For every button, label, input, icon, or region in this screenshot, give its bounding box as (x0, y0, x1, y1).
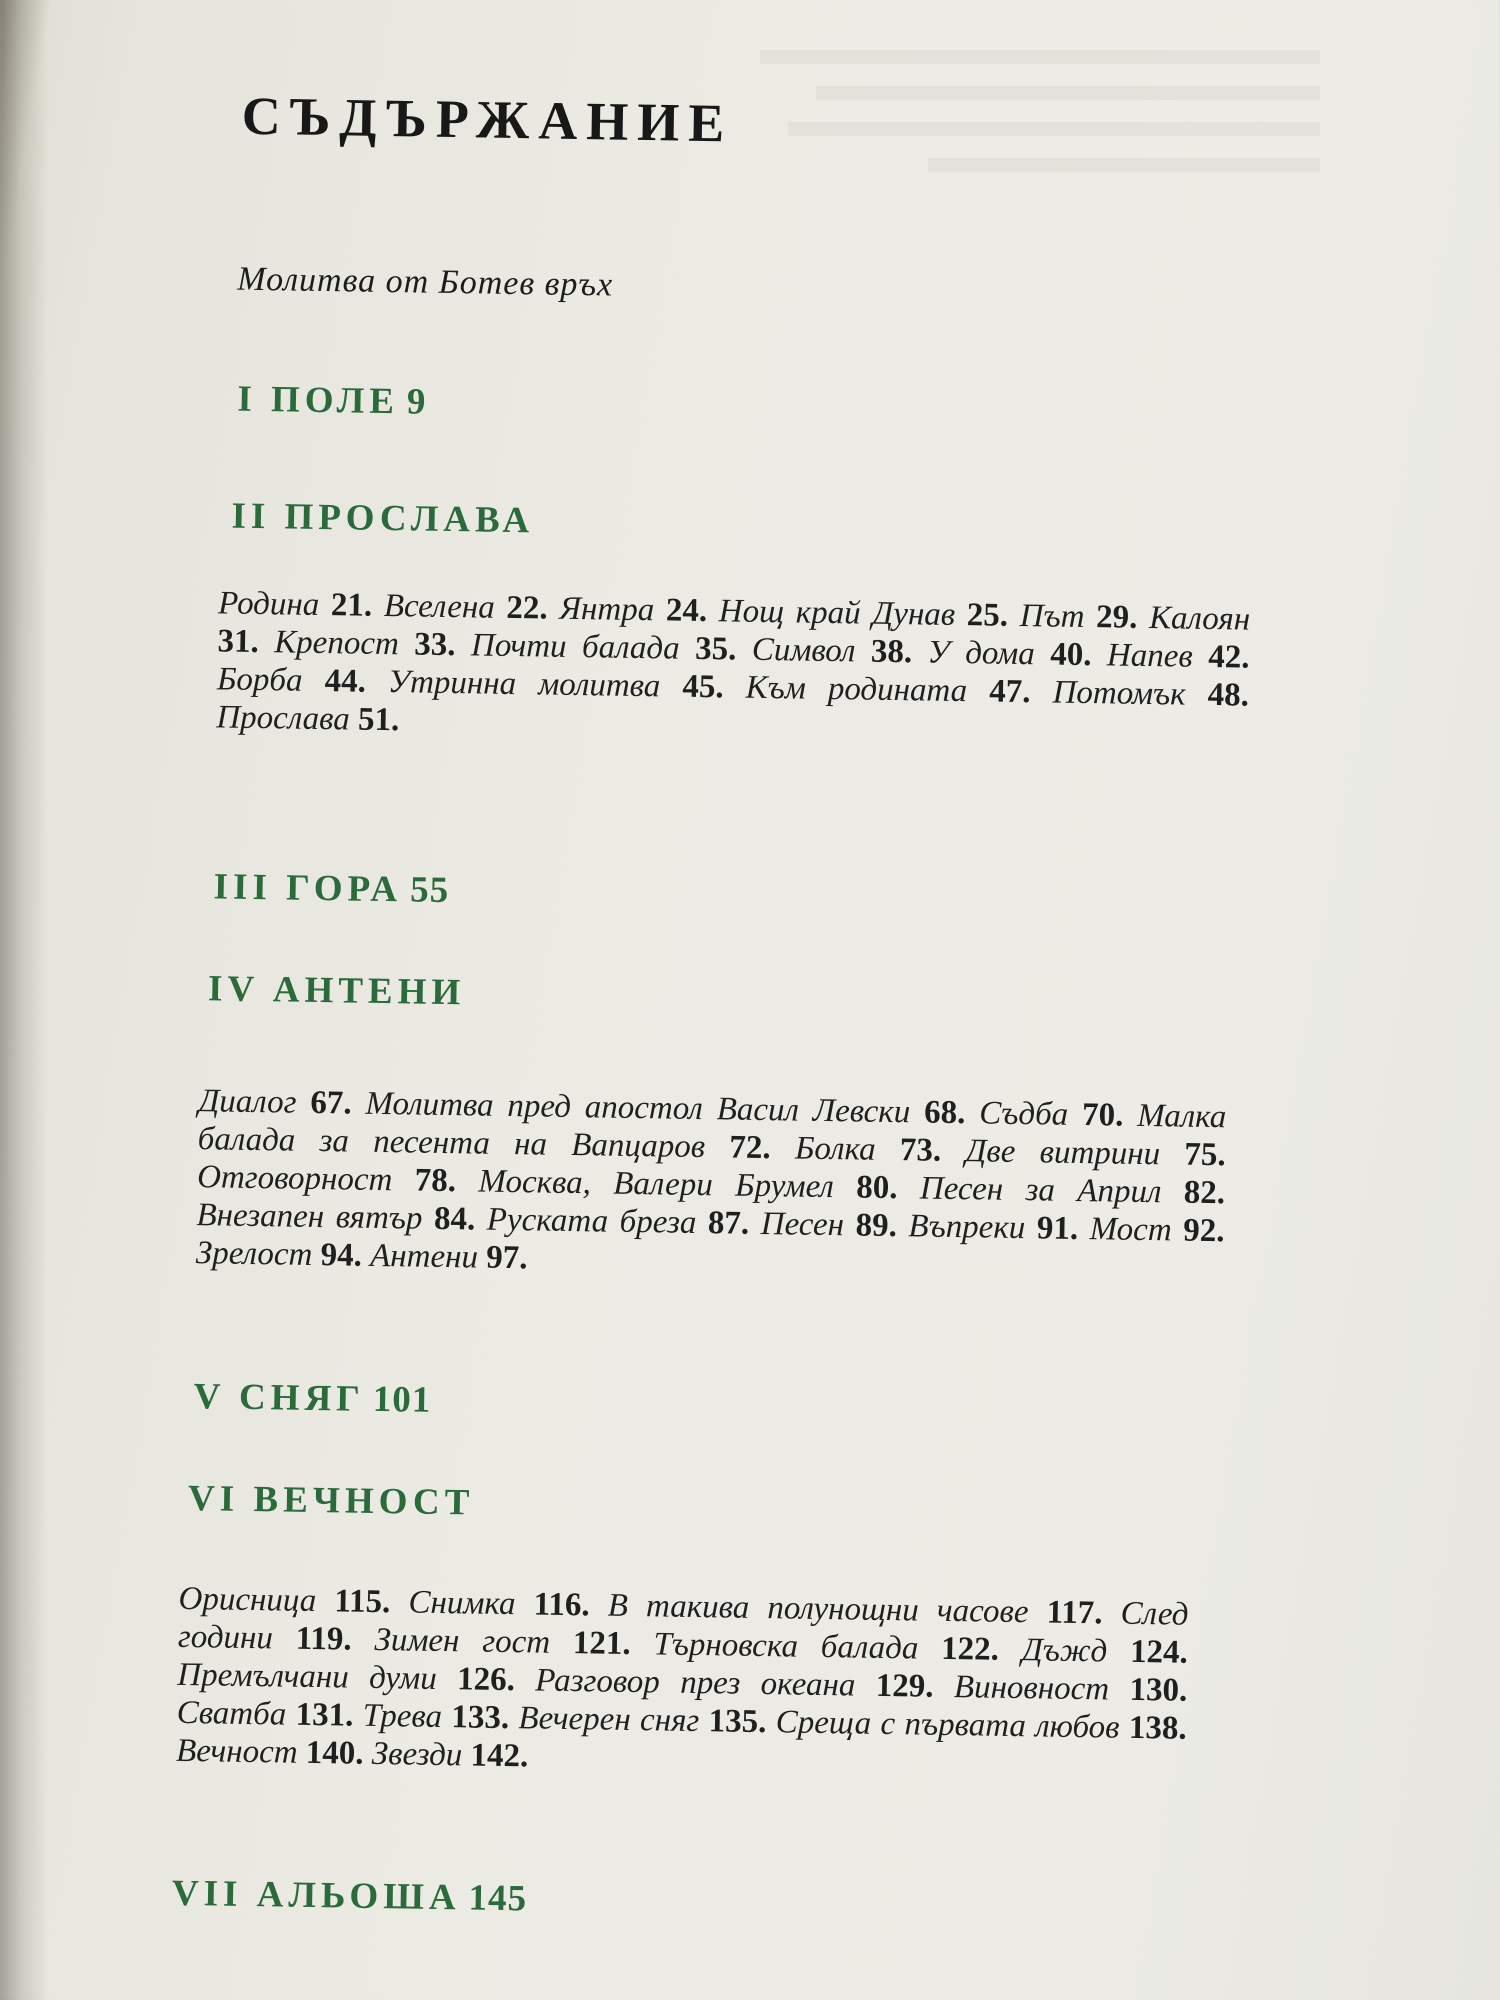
toc-entry-title: Родина (217, 585, 320, 623)
toc-entry-title: Болка (794, 1130, 876, 1168)
toc-entry (607, 1588, 1102, 1632)
toc-entry (384, 588, 548, 627)
toc-entry (274, 624, 456, 663)
section-heading-3 (213, 865, 449, 912)
toc-entry-title: Мост (1089, 1211, 1172, 1249)
toc-entry-page: 116. (533, 1586, 590, 1624)
toc-entry-title: Янтра (559, 590, 655, 629)
toc-entry-page: 87. (707, 1205, 750, 1242)
toc-entry (1107, 637, 1250, 675)
toc-entry-title: Дъжд (1021, 1632, 1108, 1670)
toc-entry (196, 1197, 475, 1237)
toc-entry-page: 75. (1184, 1136, 1226, 1174)
toc-entry-title: Към родината (745, 669, 968, 710)
toc-entry-title: Премълчани думи (177, 1656, 438, 1697)
toc-entry (760, 1206, 897, 1244)
toc-entry (372, 1736, 529, 1774)
toc-entry-page: 72. (729, 1129, 771, 1167)
toc-entry-page: 142. (470, 1737, 529, 1775)
toc-entry (176, 1733, 364, 1772)
toc-entry-page: 21. (330, 587, 373, 624)
section-heading-label: II ПРОСЛАВА (231, 495, 535, 542)
section-heading-label: III ГОРА (213, 866, 403, 911)
toc-entry-page: 84. (433, 1200, 476, 1238)
toc-entry-page: 22. (506, 589, 548, 627)
toc-entry-title: Москва, Валери Брумел (478, 1163, 835, 1206)
section-page-number: 145 (468, 1877, 528, 1920)
toc-entry-page: 89. (855, 1207, 898, 1245)
section-heading-label: VII АЛЬОША (171, 1872, 461, 1919)
toc-entry-title: Почти балада (470, 627, 680, 667)
toc-entry-page: 40. (1049, 636, 1092, 674)
toc-entry-title: Зрелост (195, 1235, 313, 1273)
toc-entry-page: 38. (870, 633, 913, 671)
toc-entry (775, 1704, 1186, 1746)
toc-entry-page: 45. (682, 668, 724, 706)
toc-entry-page: 44. (324, 663, 367, 700)
toc-entry-page: 126. (456, 1661, 516, 1699)
toc-entry-title: Песен (760, 1205, 845, 1244)
toc-entry (478, 1164, 898, 1207)
section-heading-7 (172, 1872, 528, 1921)
section-heading-label: V СНЯГ (193, 1376, 366, 1420)
toc-entry-title: Търновска балада (653, 1626, 919, 1667)
toc-entry-page: 115. (334, 1583, 391, 1621)
toc-entry-page: 121. (572, 1625, 631, 1662)
section-entries-6 (176, 1580, 1189, 1786)
toc-entry-title: Вечерен сняг (518, 1700, 700, 1740)
toc-entry-page: 47. (989, 673, 1031, 711)
toc-entry (979, 1095, 1124, 1133)
section-heading-6 (188, 1477, 475, 1524)
toc-entry-page: 129. (875, 1667, 934, 1705)
toc-entry-page: 29. (1095, 599, 1138, 636)
section-heading-label: IV АНТЕНИ (207, 968, 466, 1014)
toc-entry-title: У дома (927, 634, 1036, 673)
toc-entry (198, 1083, 352, 1121)
toc-entry (908, 1208, 1078, 1247)
toc-entry-page: 133. (451, 1699, 510, 1737)
toc-entry (197, 1159, 456, 1199)
toc-entry-title: Вечност (175, 1732, 298, 1771)
toc-entry (408, 1584, 590, 1623)
toc-entry (1021, 1632, 1188, 1671)
section-heading-label: I ПОЛЕ (237, 378, 400, 423)
section-entries-2 (216, 584, 1250, 752)
section-heading-label: VI ВЕЧНОСТ (187, 1478, 475, 1524)
toc-entry (653, 1626, 999, 1667)
section-heading-4 (208, 967, 466, 1014)
section-page-number: 55 (409, 869, 450, 912)
toc-entry-title: Антени (369, 1237, 479, 1276)
toc-entry-title: Вселена (383, 587, 496, 626)
toc-entry-title: Символ (751, 631, 856, 670)
toc-entry-title: Отговорност (196, 1159, 393, 1199)
section-heading-1 (237, 378, 427, 424)
toc-entry-title: Трева (362, 1697, 443, 1736)
toc-entry (1019, 598, 1137, 636)
toc-entry (196, 1235, 362, 1274)
toc-entry-page: 122. (940, 1630, 1000, 1668)
toc-entry-page: 138. (1128, 1709, 1187, 1747)
toc-entry (1052, 675, 1249, 714)
toc-entry-title: Съдба (979, 1095, 1069, 1133)
toc-entry-title: Напев (1106, 637, 1194, 675)
toc-entry-title: Орисница (178, 1580, 317, 1620)
toc-entry-page: 135. (708, 1703, 767, 1741)
toc-entry-title: Звезди (371, 1735, 463, 1774)
toc-entry-page: 51. (357, 701, 400, 739)
toc-entry-page: 91. (1036, 1210, 1079, 1247)
toc-entry-page: 119. (295, 1620, 352, 1658)
toc-entry-page: 31. (217, 623, 260, 661)
toc-entry (1089, 1211, 1224, 1249)
toc-entry-title: Калоян (1148, 600, 1251, 638)
toc-entry (752, 632, 913, 671)
toc-entry-page: 82. (1183, 1174, 1226, 1212)
toc-entry (176, 1695, 353, 1734)
toc-entry (178, 1581, 390, 1620)
toc-entry (362, 1698, 509, 1736)
toc-entry (216, 699, 399, 738)
toc-entry-page: 73. (899, 1132, 942, 1169)
toc-entry (559, 591, 707, 629)
toc-entry (920, 1170, 1226, 1211)
section-page-number: 101 (372, 1378, 432, 1421)
toc-entry (388, 664, 724, 705)
toc-entry-title: Внезапен вятър (196, 1197, 423, 1237)
page-title: СЪДЪРЖАНИЕ (241, 85, 734, 154)
toc-entry (487, 1202, 750, 1242)
toc-entry-title: Въпреки (908, 1208, 1026, 1247)
toc-entry-page: 67. (310, 1084, 352, 1122)
epigraph: Молитва от Ботев връх (236, 260, 614, 304)
toc-entry (177, 1657, 515, 1698)
toc-entry-title: Борба (216, 661, 303, 699)
toc-entry-title: Крепост (274, 624, 400, 663)
toc-entry-page: 42. (1207, 638, 1250, 676)
toc-entry-page: 97. (485, 1239, 528, 1277)
toc-entry-page: 92. (1182, 1212, 1225, 1250)
toc-entry-page: 33. (414, 626, 456, 664)
toc-entry-title: Снимка (408, 1584, 516, 1623)
toc-entry (374, 1622, 631, 1662)
toc-entry-title: Път (1019, 597, 1085, 635)
toc-entry-title: Потомък (1052, 674, 1186, 713)
section-heading-2 (231, 495, 534, 543)
toc-entry-title: Разговор през океана (535, 1662, 856, 1704)
toc-entry-page: 35. (694, 630, 737, 668)
toc-entry-title: След години (177, 1595, 1189, 1657)
toc-entry-title: Две витрини (965, 1133, 1161, 1173)
toc-entry-page: 117. (1046, 1594, 1103, 1632)
toc-entry-title: Сватба (176, 1694, 287, 1733)
toc-entry (370, 1238, 528, 1276)
toc-entry-page: 48. (1207, 676, 1250, 714)
toc-entry-title: Руската бреза (486, 1201, 697, 1241)
toc-entry-title: Диалог (198, 1083, 297, 1121)
toc-entry (927, 635, 1091, 674)
toc-entry-page: 70. (1081, 1097, 1124, 1134)
section-page-number: 9 (406, 381, 427, 423)
toc-entry-title: Виновност (953, 1669, 1110, 1708)
toc-entry-page: 140. (305, 1734, 364, 1772)
toc-entry (745, 670, 1030, 710)
toc-entry (218, 585, 373, 623)
toc-entry (795, 1131, 942, 1169)
toc-entry-title: Молитва пред апостол Васил Левски (365, 1085, 911, 1131)
toc-entry-title: В такива полунощни часове (607, 1587, 1029, 1631)
toc-entry (535, 1662, 934, 1704)
toc-entry-title: Песен за Април (919, 1170, 1162, 1211)
toc-entry-title: Прослава (216, 699, 351, 738)
section-heading-5 (193, 1375, 431, 1422)
toc-entry (954, 1669, 1188, 1709)
toc-entry (217, 661, 366, 699)
toc-entry-page: 80. (855, 1169, 898, 1207)
toc-entry (518, 1700, 767, 1740)
toc-entry-page: 131. (295, 1696, 354, 1734)
toc-entry-title: Нощ край Дунав (718, 593, 956, 633)
toc-entry-page: 24. (665, 592, 708, 630)
toc-entry-page: 130. (1129, 1671, 1188, 1709)
toc-entry (965, 1133, 1226, 1173)
toc-entry-title: Утринна молитва (387, 664, 661, 705)
section-entries-4 (196, 1082, 1227, 1288)
toc-entry (719, 593, 1009, 634)
toc-entry-page: 78. (414, 1162, 457, 1200)
toc-entry-title: Зимен гост (374, 1621, 551, 1661)
toc-entry-page: 124. (1129, 1633, 1189, 1671)
toc-entry (471, 627, 737, 667)
toc-entry-page: 25. (966, 597, 1009, 634)
toc-entry-title: Малка балада за песента на Вапцаров (197, 1097, 1227, 1166)
toc-entry-page: 94. (320, 1237, 363, 1274)
toc-entry-title: Среща с първата любов (775, 1704, 1120, 1746)
toc-entry-page: 68. (923, 1094, 966, 1132)
